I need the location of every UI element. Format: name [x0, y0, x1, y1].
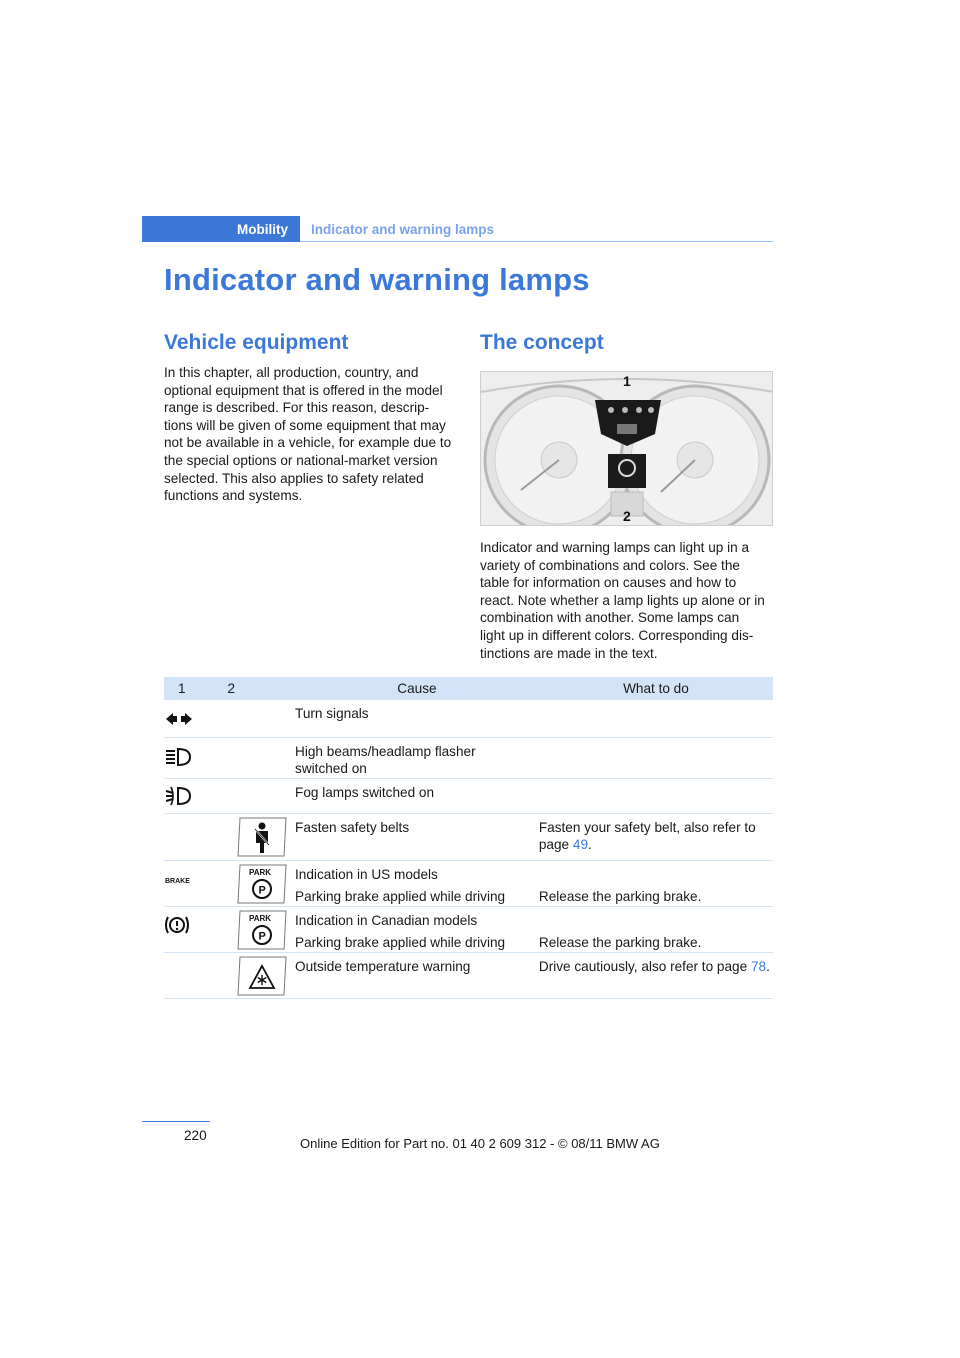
page-link-78[interactable]: 78	[750, 959, 767, 975]
figure-callout-2: 2	[623, 508, 631, 524]
lamps-table	[164, 677, 773, 999]
column-header-cause: Cause	[295, 677, 539, 700]
park-brake-icon	[234, 864, 290, 904]
section-title: Indicator and warning lamps	[311, 222, 495, 237]
table-row: PARK P Indication in Canadian models Parking brake applied while driving Release the parking brake.	[164, 906, 773, 952]
column-header-2: 2	[200, 677, 296, 700]
turn-signal-icon	[164, 710, 194, 730]
footer-text: Online Edition for Part no. 01 40 2 609 312 - © 08/11 BMW AG	[300, 1136, 660, 1151]
table-row: High beams/headlamp flasher switched on	[164, 737, 773, 778]
svg-text:PARK: PARK	[248, 867, 271, 877]
header-rule	[300, 241, 773, 242]
page-number: 220	[184, 1128, 207, 1143]
svg-text:P: P	[258, 930, 266, 943]
section-tab: Mobility	[142, 216, 300, 242]
concept-heading: The concept	[480, 331, 604, 354]
instrument-cluster-figure	[480, 371, 773, 526]
brake-text-icon	[164, 873, 194, 887]
page-title: Indicator and warning lamps	[164, 262, 590, 297]
concept-text: Indicator and warning lamps can light up in a variety of combinations and colors. See the table for information on causes and how to react. Note whether a lamp lights up alone or in combination with another. Some lamps can light up in different colors. Corresponding dis- tinctions are made in the text.	[480, 540, 765, 661]
park-brake-icon	[234, 910, 290, 950]
brake-warning-icon	[164, 914, 194, 936]
table-row: Fog lamps switched on	[164, 778, 773, 813]
table-row: Turn signals	[164, 700, 773, 737]
page-number-rule	[142, 1121, 210, 1122]
seat-belt-icon	[234, 817, 290, 857]
svg-text:PARK: PARK	[248, 913, 271, 923]
fog-lamp-icon	[164, 785, 194, 807]
table-header-row	[164, 677, 773, 700]
column-header-1: 1	[164, 677, 200, 700]
table-row: BRAKE PARK P Indication in US models Parking brake applied while driving Release the parking brake.	[164, 860, 773, 906]
page-link-49[interactable]: 49	[572, 837, 589, 853]
snowflake-icon	[234, 956, 290, 996]
high-beam-icon	[164, 746, 194, 768]
table-row: Fasten safety belts Fasten your safety belt, also refer to page 49.	[164, 813, 773, 860]
table-row: Outside temperature warning Drive cautiously, also refer to page 78.	[164, 953, 773, 999]
vehicle-equipment-text: In this chapter, all production, country, and optional equipment that is offered in the model range is described. For this reason, descrip- tions will be given of some equipment that may not be available in a vehicle, for example due to the special options or national-market version selected. This also applies to safety related functions and systems.	[164, 365, 452, 504]
svg-text:BRAKE: BRAKE	[165, 877, 190, 885]
figure-callout-1: 1	[623, 373, 631, 389]
svg-text:P: P	[258, 884, 266, 897]
instrument-cluster-illustration	[481, 372, 773, 526]
column-header-what-to-do: What to do	[539, 677, 773, 700]
vehicle-equipment-heading: Vehicle equipment	[164, 331, 349, 354]
